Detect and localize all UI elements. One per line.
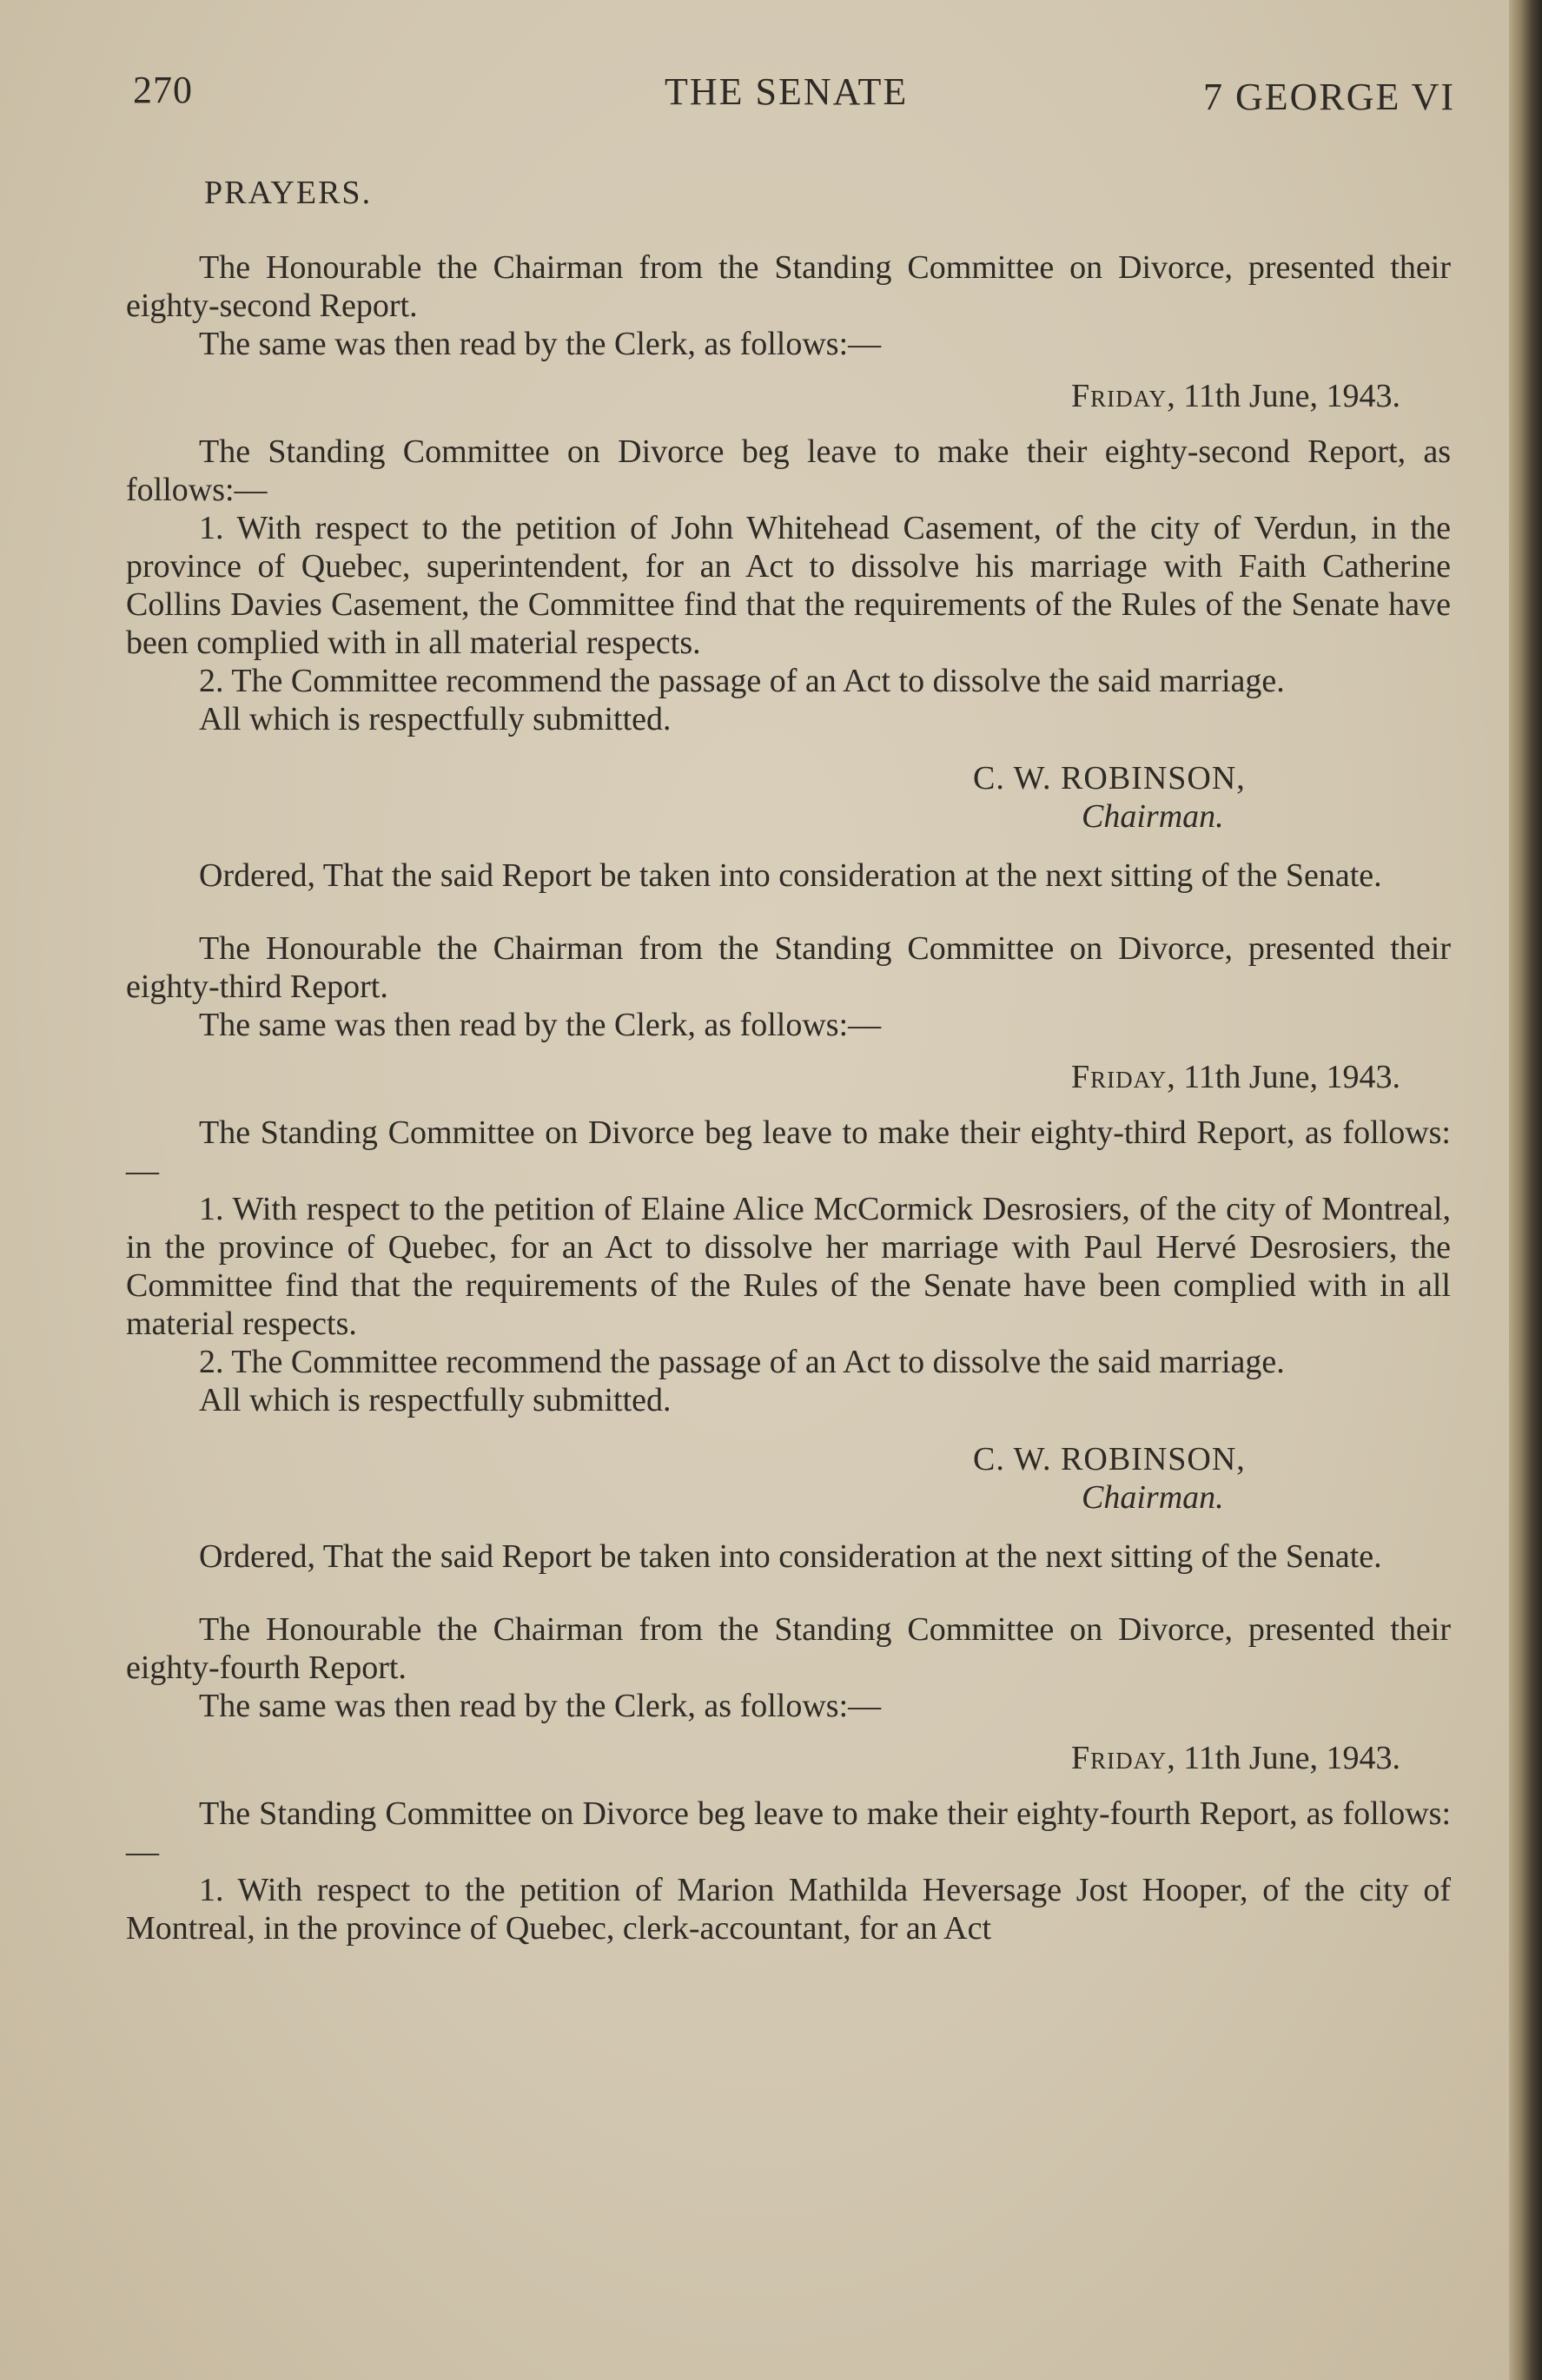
intro-paragraph: The Honourable the Chairman from the Standing Committee on Divorce, presented their eighty-third Report. xyxy=(126,930,1451,1005)
signer-name: C. W. ROBINSON, xyxy=(973,1441,1246,1478)
report-closing: All which is respectfully submitted. xyxy=(199,701,672,737)
section-heading: PRAYERS. xyxy=(204,175,373,211)
report-item: 1. With respect to the petition of Elaine Alice McCormick Desrosiers, of the city of Montreal, in the province of Quebec, for an Act to dissolve her marriage with Paul Hervé Desrosiers, the Committee find that the requirements of the Rules of the Senate have been complied with in all material respects. xyxy=(126,1191,1451,1342)
report-date-day: Friday xyxy=(1071,1059,1168,1095)
ordered-text: Ordered, That the said Report be taken into consideration at the next sitting of the Senate. xyxy=(199,1538,1382,1575)
report-item: 1. With respect to the petition of Marion Mathilda Heversage Jost Hooper, of the city of Montreal, in the province of Quebec, clerk-accountant, for an Act xyxy=(126,1872,1451,1947)
intro-paragraph: The Honourable the Chairman from the Standing Committee on Divorce, presented their eighty-second Report. xyxy=(126,249,1451,324)
report-lead: The Standing Committee on Divorce beg leave to make their eighty-second Report, as follows:— xyxy=(126,433,1451,508)
report-closing: All which is respectfully submitted. xyxy=(199,1382,672,1418)
signer-title: Chairman. xyxy=(1082,798,1224,835)
report-section xyxy=(126,929,1451,1576)
regnal-year: 7 GEORGE VI xyxy=(1202,76,1455,118)
read-paragraph: The same was then read by the Clerk, as follows:— xyxy=(199,1007,882,1043)
report-date-day: Friday xyxy=(1071,1740,1168,1776)
report-date-rest: , 11th June, 1943. xyxy=(1167,1059,1400,1095)
report-date-rest: , 11th June, 1943. xyxy=(1167,1740,1400,1776)
page-body xyxy=(126,174,1451,1947)
ordered-text: Ordered, That the said Report be taken into consideration at the next sitting of the Senate. xyxy=(199,857,1382,894)
ordered-paragraph xyxy=(126,1537,1451,1576)
signer-name: C. W. ROBINSON, xyxy=(973,760,1246,797)
report-body xyxy=(126,1114,1451,1419)
ordered-paragraph xyxy=(126,856,1451,895)
report-body xyxy=(126,1795,1451,1947)
report-date-rest: , 11th June, 1943. xyxy=(1167,378,1400,414)
report-section xyxy=(126,1610,1451,1947)
read-paragraph: The same was then read by the Clerk, as follows:— xyxy=(199,326,882,362)
report-date xyxy=(126,377,1400,415)
report-body xyxy=(126,433,1451,738)
page-number: 270 xyxy=(133,69,193,111)
report-lead: The Standing Committee on Divorce beg leave to make their eighty-fourth Report, as follows:— xyxy=(126,1795,1451,1870)
report-date xyxy=(126,1739,1400,1777)
read-paragraph: The same was then read by the Clerk, as follows:— xyxy=(199,1688,882,1724)
report-item: 2. The Committee recommend the passage of an Act to dissolve the said marriage. xyxy=(199,1344,1285,1380)
report-lead: The Standing Committee on Divorce beg leave to make their eighty-third Report, as follows:— xyxy=(126,1114,1451,1189)
report-item: 2. The Committee recommend the passage of an Act to dissolve the said marriage. xyxy=(199,663,1285,699)
report-date xyxy=(126,1058,1400,1096)
report-item: 1. With respect to the petition of John Whitehead Casement, of the city of Verdun, in the province of Quebec, superintendent, for an Act to dissolve his marriage with Faith Catherine Collins Davies Casement, the Committee find that the requirements of the Rules of the Senate have been complied with in all material respects. xyxy=(126,510,1451,661)
running-header xyxy=(130,68,1455,120)
report-section xyxy=(126,248,1451,895)
book-spine-shadow xyxy=(1509,0,1542,2380)
signer-title: Chairman. xyxy=(1082,1479,1224,1516)
running-title: THE SENATE xyxy=(665,70,909,113)
report-date-day: Friday xyxy=(1071,378,1168,414)
intro-paragraph: The Honourable the Chairman from the Standing Committee on Divorce, presented their eighty-fourth Report. xyxy=(126,1611,1451,1686)
